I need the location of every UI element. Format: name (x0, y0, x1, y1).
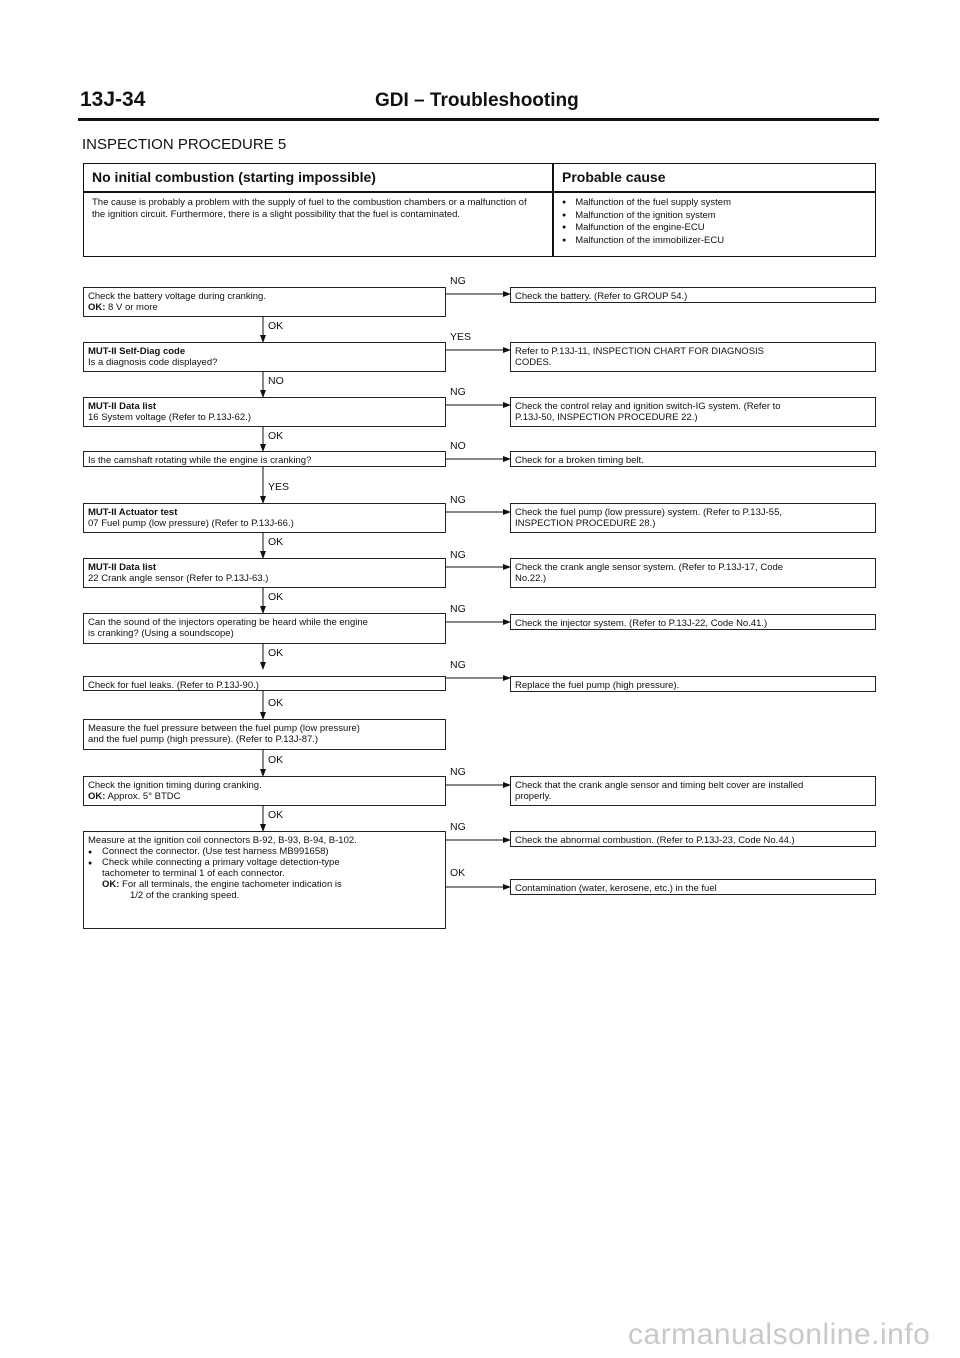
watermark: carmanualsonline.info (628, 1318, 931, 1351)
down-label: OK (268, 697, 284, 709)
step-data-list-system-voltage: MUT-II Data list 16 System voltage (Refer to P.13J-62.) (83, 397, 446, 427)
down-label: OK (268, 320, 284, 332)
symptom-description: The cause is probably a problem with the supply of fuel to the combustion chambers or a malfunction of the ignition circuit. Furthermore, there is a slight possibility that the fuel is contaminated. (92, 197, 527, 220)
page-title: GDI – Troubleshooting (375, 90, 579, 111)
down-label: OK (268, 809, 284, 821)
symptom-header: No initial combustion (starting impossible) (92, 169, 376, 185)
branch-label: NG (450, 766, 466, 778)
branch-label: NG (450, 549, 466, 561)
result-control-relay: Check the control relay and ignition switch-IG system. (Refer to P.13J-50, INSPECTION PROCEDURE 22.) (510, 397, 876, 427)
down-label: OK (268, 591, 284, 603)
cause-item: ● Malfunction of the ignition system (562, 210, 731, 223)
step-ignition-coil-measurement: Measure at the ignition coil connectors B-92, B-93, B-94, B-102. ● Connect the connector. (Use test harness MB991658) ● Check while connecting a primary voltage detection-type tachometer to terminal 1 of each connector. OK: For all terminals, the engine tachometer indication is 1/2 of the cranking speed. (83, 831, 446, 929)
cause-item: ● Malfunction of the fuel supply system (562, 197, 731, 210)
cause-item: ● Malfunction of the immobilizer-ECU (562, 235, 731, 248)
down-label: OK (268, 754, 284, 766)
result-replace-fuel-pump: Replace the fuel pump (high pressure). (510, 676, 876, 692)
cause-item: ● Malfunction of the engine-ECU (562, 222, 731, 235)
page-number: 13J-34 (80, 88, 146, 111)
result-fuel-contamination: Contamination (water, kerosene, etc.) in the fuel (510, 879, 876, 895)
branch-label: NG (450, 659, 466, 671)
step-self-diag-code: MUT-II Self-Diag code Is a diagnosis code displayed? (83, 342, 446, 372)
branch-label: NG (450, 386, 466, 398)
branch-label: NG (450, 821, 466, 833)
section-title: INSPECTION PROCEDURE 5 (82, 136, 287, 153)
branch-label: YES (450, 331, 472, 343)
branch-label: NG (450, 494, 466, 506)
step-battery-voltage: Check the battery voltage during cranking. OK: 8 V or more (83, 287, 446, 317)
step-actuator-test: MUT-II Actuator test 07 Fuel pump (low pressure) (Refer to P.13J-66.) (83, 503, 446, 533)
step-fuel-pressure: Measure the fuel pressure between the fuel pump (low pressure) and the fuel pump (high pressure). (Refer to P.13J-87.) (83, 719, 446, 750)
down-label: NO (268, 375, 284, 387)
result-abnormal-combustion: Check the abnormal combustion. (Refer to P.13J-23, Code No.44.) (510, 831, 876, 847)
down-label: OK (268, 430, 284, 442)
branch-label: NO (450, 440, 466, 452)
result-crank-sensor: Check the crank angle sensor system. (Refer to P.13J-17, Code No.22.) (510, 558, 876, 588)
probable-cause-header: Probable cause (562, 169, 666, 185)
result-diagnosis-chart: Refer to P.13J-11, INSPECTION CHART FOR DIAGNOSIS CODES. (510, 342, 876, 372)
step-data-list-crank-sensor: MUT-II Data list 22 Crank angle sensor (Refer to P.13J-63.) (83, 558, 446, 588)
branch-label: NG (450, 275, 466, 287)
down-label: OK (268, 647, 284, 659)
step-camshaft-rotation: Is the camshaft rotating while the engine is cranking? (83, 451, 446, 467)
branch-label: NG (450, 603, 466, 615)
result-fuel-pump-low: Check the fuel pump (low pressure) system. (Refer to P.13J-55, INSPECTION PROCEDURE 28.) (510, 503, 876, 533)
down-label: OK (268, 536, 284, 548)
step-fuel-leaks: Check for fuel leaks. (Refer to P.13J-90.) (83, 676, 446, 691)
result-timing-belt: Check for a broken timing belt. (510, 451, 876, 467)
result-check-battery: Check the battery. (Refer to GROUP 54.) (510, 287, 876, 303)
step-ignition-timing: Check the ignition timing during cranking. OK: Approx. 5° BTDC (83, 776, 446, 806)
result-injector-system: Check the injector system. (Refer to P.13J-22, Code No.41.) (510, 614, 876, 630)
branch-label: OK (450, 867, 466, 879)
down-label: YES (268, 481, 290, 493)
result-crank-sensor-cover: Check that the crank angle sensor and timing belt cover are installed properly. (510, 776, 876, 806)
step-injector-sound: Can the sound of the injectors operating be heard while the engine is cranking? (Using a soundscope) (83, 613, 446, 644)
